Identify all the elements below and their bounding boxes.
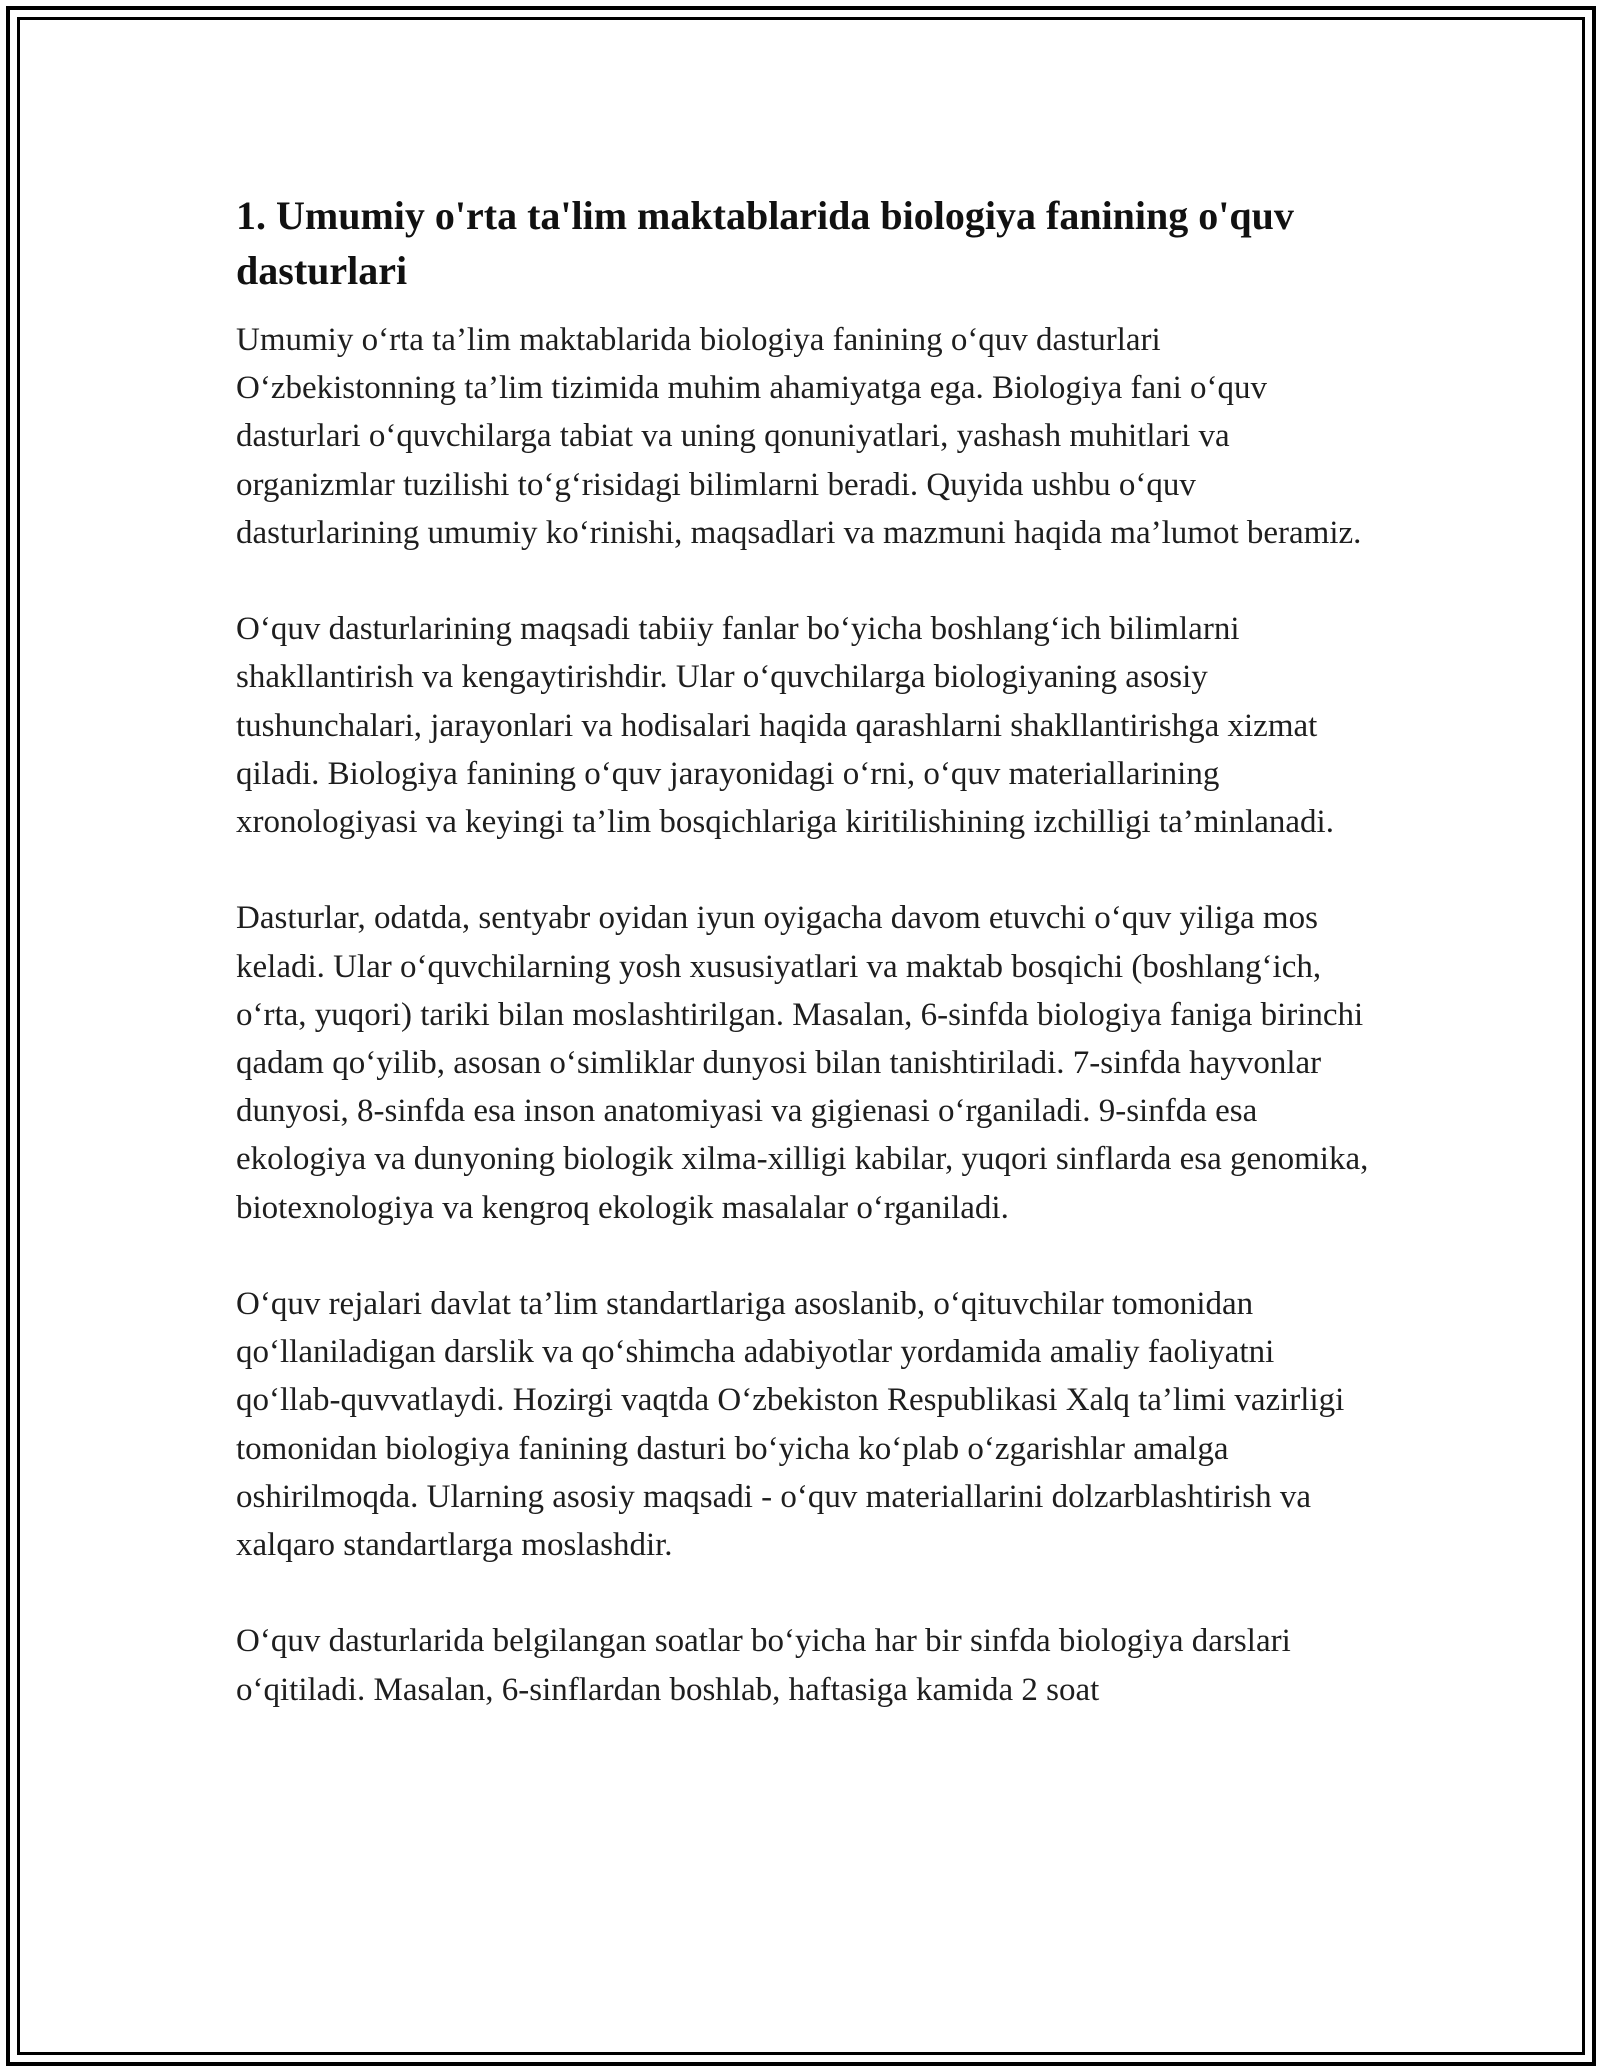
paragraph-goals: O‘quv dasturlarining maqsadi tabiiy fanlar bo‘yicha boshlang‘ich bilimlarni shakllantirish va kengaytirishdir. Ular o‘quvchilarga biologiyaning asosiy tushunchalari, jarayonlari va hodisalari haqida qarashlarni shakllantirishga xizmat qiladi. Biologiya fanining o‘quv jarayonidagi o‘rni, o‘quv materiallarining xronologiyasi va keyingi ta’lim bosqichlariga kiritilishining izchilligi ta’minlanadi. [236,611,1334,841]
paragraph-hours: O‘quv dasturlarida belgilangan soatlar bo‘yicha har bir sinfda biologiya darslari o‘qitiladi. Masalan, 6-sinflardan boshlab, haftasiga kamida 2 soat [236,1623,1291,1708]
section-heading: 1. Umumiy o'rta ta'lim maktablarida biologiya fanining o'quv dasturlari [236,193,1294,293]
paragraph-standards: O‘quv rejalari davlat ta’lim standartlariga asoslanib, o‘qituvchilar tomonidan qo‘llaniladigan darslik va qo‘shimcha adabiyotlar yordamida amaliy faoliyatni qo‘llab-quvvatlaydi. Hozirgi vaqtda O‘zbekiston Respublikasi Xalq ta’limi vazirligi tomonidan biologiya fanining dasturi bo‘yicha ko‘plab o‘zgarishlar amalga oshirilmoqda. Ularning asosiy maqsadi - o‘quv materiallarini dolzarblashtirish va xalqaro standartlarga moslashdir. [236,1286,1345,1564]
document-body [236,188,1376,1762]
paragraph-grades: Dasturlar, odatda, sentyabr oyidan iyun oyigacha davom etuvchi o‘quv yiliga mos keladi. Ular o‘quvchilarning yosh xususiyatlari va maktab bosqichi (boshlang‘ich, o‘rta, yuqori) tariki bilan moslashtirilgan. Masalan, 6-sinfda biologiya faniga birinchi qadam qo‘yilib, asosan o‘simliklar dunyosi bilan tanishtiriladi. 7-sinfda hayvonlar dunyosi, 8-sinfda esa inson anatomiyasi va gigienasi o‘rganiladi. 9-sinfda esa ekologiya va dunyoning biologik xilma-xilligi kabilar, yuqori sinflarda esa genomika, biotexnologiya va kengroq ekologik masalalar o‘rganiladi. [236,900,1369,1226]
paragraph-intro: Umumiy o‘rta ta’lim maktablarida biologiya fanining o‘quv dasturlari O‘zbekistonning ta’lim tizimida muhim ahamiyatga ega. Biologiya fani o‘quv dasturlari o‘quvchilarga tabiat va uning qonuniyatlari, yashash muhitlari va organizmlar tuzilishi to‘g‘risidagi bilimlarni beradi. Quyida ushbu o‘quv dasturlarining umumiy ko‘rinishi, maqsadlari va mazmuni haqida ma’lumot beramiz. [236,322,1362,551]
